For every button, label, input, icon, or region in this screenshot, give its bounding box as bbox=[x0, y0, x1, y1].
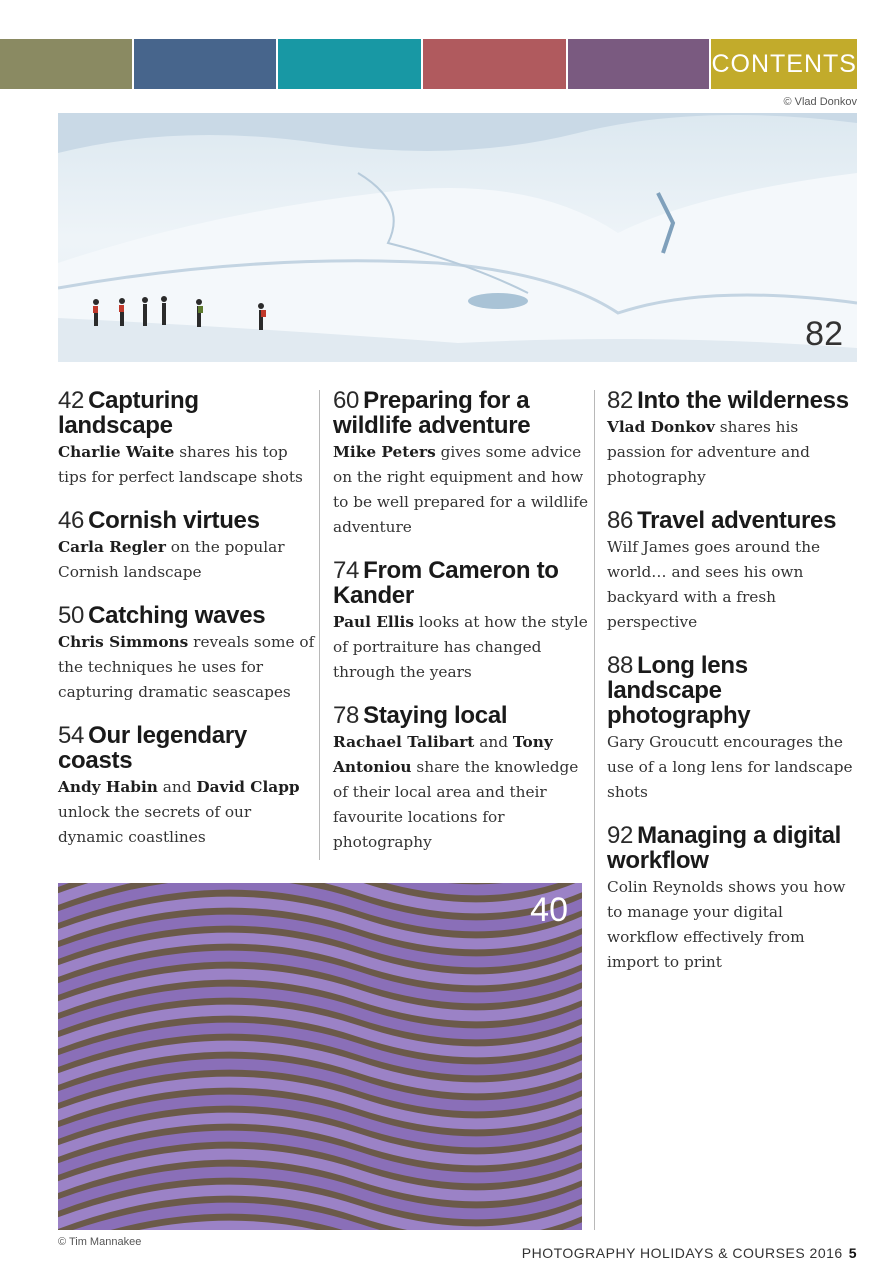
entry-title: 54 Our legendary coasts bbox=[58, 722, 247, 774]
contents-column-1 bbox=[58, 388, 316, 868]
contents-entry[interactable] bbox=[607, 388, 857, 490]
entry-description: Andy Habin and David Clapp unlock the secrets of our dynamic coastlines bbox=[58, 778, 300, 846]
color-tab-3 bbox=[278, 39, 421, 89]
entry-description: Rachael Talibart and Tony Antoniou share the knowledge of their local area and their favourite locations for photography bbox=[333, 733, 579, 851]
entry-description: Gary Groucutt encourages the use of a long lens for landscape shots bbox=[607, 733, 853, 801]
entry-description: Wilf James goes around the world… and sees his own backyard with a fresh perspective bbox=[607, 538, 821, 631]
entry-title: 92 Managing a digital workflow bbox=[607, 822, 842, 874]
entry-title: 88 Long lens landscape photography bbox=[607, 652, 751, 729]
entry-title: 60 Preparing for a wildlife adventure bbox=[333, 387, 531, 439]
contents-entry[interactable] bbox=[333, 388, 591, 540]
entry-title: 50 Catching waves bbox=[58, 602, 266, 629]
contents-entry[interactable] bbox=[607, 653, 857, 805]
contents-entry[interactable] bbox=[607, 823, 857, 975]
contents-entry[interactable] bbox=[58, 603, 316, 705]
publication-name: PHOTOGRAPHY HOLIDAYS & COURSES 2016 bbox=[521, 1245, 843, 1261]
color-tab-5 bbox=[568, 39, 710, 89]
column-divider-2 bbox=[594, 390, 595, 1230]
color-tab-1 bbox=[0, 39, 132, 89]
bottom-photo-page-number: 40 bbox=[530, 891, 568, 929]
entry-description: Mike Peters gives some advice on the right equipment and how to be well prepared for a wildlife adventure bbox=[333, 443, 589, 536]
top-photo-credit: © Vlad Donkov bbox=[783, 96, 857, 108]
entry-description: Carla Regler on the popular Cornish landscape bbox=[58, 538, 285, 581]
contents-entry[interactable] bbox=[333, 558, 591, 685]
contents-entry[interactable] bbox=[607, 508, 857, 635]
page-footer bbox=[522, 1245, 857, 1261]
entry-title: 82 Into the wilderness bbox=[607, 387, 849, 414]
contents-entry[interactable] bbox=[58, 388, 316, 490]
column-divider-1 bbox=[319, 390, 320, 860]
contents-entry[interactable] bbox=[58, 508, 316, 585]
entry-title: 42 Capturing landscape bbox=[58, 387, 199, 439]
entry-title: 74 From Cameron to Kander bbox=[333, 557, 559, 609]
page-number: 5 bbox=[848, 1245, 857, 1261]
entry-description: Colin Reynolds shows you how to manage your digital workflow effectively from import to print bbox=[607, 878, 846, 971]
section-color-bar bbox=[0, 39, 857, 89]
contents-entry[interactable] bbox=[333, 703, 591, 855]
contents-column-3 bbox=[607, 388, 857, 993]
entry-description: Vlad Donkov shares his passion for adventure and photography bbox=[607, 418, 810, 486]
top-photo-page-number: 82 bbox=[805, 315, 843, 353]
entry-description: Charlie Waite shares his top tips for perfect landscape shots bbox=[58, 443, 303, 486]
entry-description: Paul Ellis looks at how the style of portraiture has changed through the years bbox=[333, 613, 588, 681]
contents-label: CONTENTS bbox=[711, 39, 857, 89]
lavender-photo bbox=[58, 883, 582, 1230]
color-tab-2 bbox=[134, 39, 277, 89]
entry-title: 46 Cornish virtues bbox=[58, 507, 260, 534]
entry-title: 86 Travel adventures bbox=[607, 507, 837, 534]
entry-title: 78 Staying local bbox=[333, 702, 508, 729]
bottom-photo-credit: © Tim Mannakee bbox=[58, 1236, 142, 1248]
color-tab-4 bbox=[423, 39, 566, 89]
entry-description: Chris Simmons reveals some of the techniques he uses for capturing dramatic seascapes bbox=[58, 633, 315, 701]
contents-entry[interactable] bbox=[58, 723, 316, 850]
contents-column-2 bbox=[333, 388, 591, 873]
glacier-photo bbox=[58, 113, 857, 362]
